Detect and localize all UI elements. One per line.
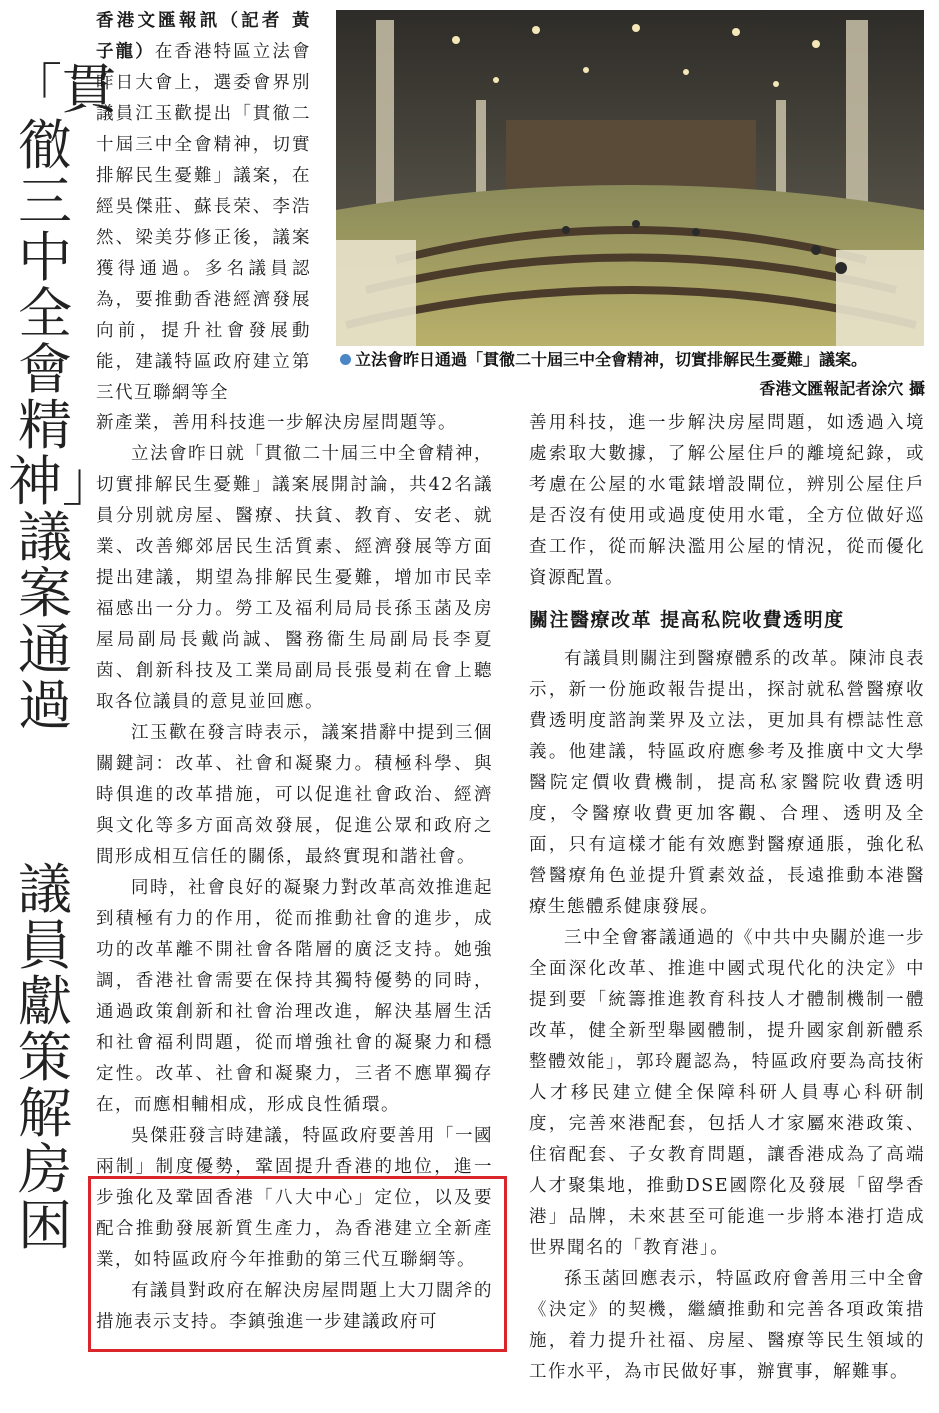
headline: [8, 58, 116, 1312]
caption-text: 立法會昨日通過「貫徹二十屆三中全會精神，切實排解民生憂難」議案。: [355, 350, 868, 369]
paragraph-4-highlighted: 吳傑莊發言時建議，特區政府要善用「一國兩制」制度優勢，鞏固提升香港的地位，進一步強化及鞏固香港「八大中心」定位，以及要配合推動發展新質生產力，為香港建立全新產業，如特區政府今年推動的第三代互聯網等。: [96, 1126, 493, 1270]
lead-continuation: 新產業，善用科技進一步解決房屋問題等。: [96, 413, 457, 433]
photo-caption: [340, 345, 925, 403]
headline-main: 「貫徹三中全會精神」議案通過: [8, 58, 116, 737]
headline-sub: 議員獻策解房困: [18, 858, 72, 1257]
paragraph-2: 江玉歡在發言時表示，議案措辭中提到三個關鍵詞：改革、社會和凝聚力。積極科學、與時俱進的改革措施，可以促進社會政治、經濟與文化等多方面高效發展，促進公眾和政府之間形成相互信任的關係，最終實現和諧社會。: [96, 723, 493, 867]
right-column: [529, 408, 925, 1388]
subheading: 關注醫療改革 提高私院收費透明度: [529, 609, 845, 631]
paragraph-3: 同時，社會良好的凝聚力對改革高效推進起到積極有力的作用，從而推動社會的進步，成功的改革離不開社會各階層的廣泛支持。她強調，香港社會需要在保持其獨特優勢的同時，通過政策創新和社會治理改進，解決基層生活和社會福利問題，從而增強社會的凝聚力和穩定性。改革、社會和凝聚力，三者不應單獨存在，而應相輔相成，形成良性循環。: [96, 878, 493, 1115]
chamber-illustration: [336, 10, 924, 346]
right-paragraph-2: 三中全會審議通過的《中共中央關於進一步全面深化改革、推進中國式現代化的決定》中提到要「統籌推進教育科技人才體制機制一體改革，健全新型舉國體制，提升國家創新體系整體效能」，郭玲麗認為，特區政府要為高技術人才移民建立健全保障科研人員專心科研制度，完善來港配套，包括人才家屬來港政策、住宿配套、子女教育問題，讓香港成為了高端人才聚集地，推動DSE國際化及發展「留學香港」品牌，未來甚至可能進一步將本港打造成世界聞名的「教育港」。: [529, 928, 925, 1258]
right-intro: 善用科技，進一步解決房屋問題，如透過入境處索取大數據，了解公屋住戶的離境紀錄，或考慮在公屋的水電錶增設閘位，辨別公屋住戶是否沒有使用或過度使用水電，全方位做好巡查工作，從而解決濫用公屋的情況，從而優化資源配置。: [529, 413, 925, 588]
right-paragraph-3: 孫玉菡回應表示，特區政府會善用三中全會《決定》的契機，繼續推動和完善各項政策措施，着力提升社福、房屋、醫療等民生領域的工作水平，為市民做好事，辦實事，解難事。: [529, 1269, 925, 1382]
byline: 香港文匯報訊（記者 黃子龍）: [96, 11, 311, 62]
highlight-box: [88, 1176, 507, 1352]
chamber-photo: [336, 10, 924, 346]
right-paragraph-1: 有議員則關注到醫療體系的改革。陳沛良表示，新一份施政報告提出，探討就私營醫療收費透明度諮詢業界及立法，更加具有標誌性意義。他建議，特區政府應參考及推廣中文大學醫院定價收費機制，提高私家醫院收費透明度，令醫療收費更加客觀、合理、透明及全面，只有這樣才能有效應對醫療通脹，強化私營醫療角色並提升質素效益，長遠推動本港醫療生態體系健康發展。: [529, 649, 925, 917]
bullet-dot-icon: [340, 354, 351, 365]
paragraph-5: 有議員對政府在解決房屋問題上大刀闊斧的措施表示支持。李鎮強進一步建議政府可: [96, 1281, 493, 1332]
photo-credit: 香港文匯報記者涂穴 攝: [759, 379, 925, 398]
paragraph-1: 立法會昨日就「貫徹二十屆三中全會精神，切實排解民生憂難」議案展開討論，共42名議員分別就房屋、醫療、扶貧、教育、安老、就業、改善鄉郊居民生活質素、經濟發展等方面提出建議，期望為排解民生憂難，增加市民幸福感出一分力。勞工及福利局局長孫玉菡及房屋局副局長戴尚誠、醫務衞生局副局長李夏茵、創新科技及工業局副局長張曼莉在會上聽取各位議員的意見並回應。: [96, 444, 493, 712]
lead-paragraph: [96, 6, 311, 409]
lead-text: 在香港特區立法會昨日大會上，選委會界別議員江玉歡提出「貫徹二十屆三中全會精神，切實排解民生憂難」議案，在經吳傑莊、蘇長荣、李浩然、梁美芬修正後，議案獲得通過。多名議員認為，要推動香港經濟發展向前，提升社會發展動能，建議特區政府建立第三代互聯網等全: [96, 42, 312, 403]
